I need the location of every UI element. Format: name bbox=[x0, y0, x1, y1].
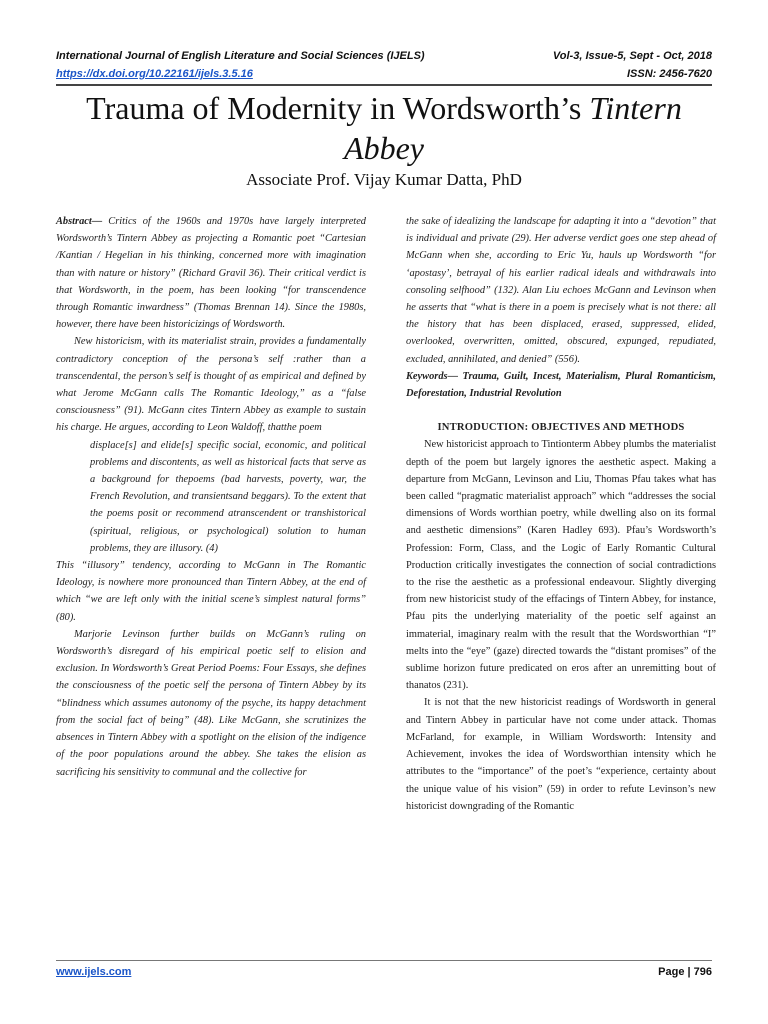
keywords-label: Keywords— bbox=[406, 370, 458, 382]
abstract bbox=[56, 213, 366, 333]
intro-para-2: It is not that the new historicist readings of Wordsworth in general and Tintern Abbey in particular have not come under attack. Thomas McFarland, for example, in William Wordsworth: Intensity and Achievement, invokes the idea of Wordsworthian intensity which he attributes to the “importance” of the poet’s “experience, certainty about the unique value of his vision” (59) in order to refute Levinson’s new historicist downgrading of the Romantic bbox=[406, 697, 716, 812]
intro-para-1: New historicist approach to Tintionterm Abbey plumbs the materialist depth of the poem but largely ignores the aesthetic aspect. Making a departure from McGann, Levinson and Liu, Thomas Pfau takes what has been called “pragmatic materialist approach” which “addresses the social dimensions of Words worthian poetry, while dwelling also on its formal and aesthetic dimensions” (Karen Hadley 693). Pfau’s Wordsworth’s Profession: Form, Class, and the Logic of Early Romantic Cultural Production critically investigates the connection of social contradictions to the rise the aesthetic as a professional endeavour. Slightly diverging from new historicist study of the effacings of Tintern Abbey, for instance, Pfau pits the underlying materiality of the poetic self against an immaterial, imaginary realm with the result that the Wordsworthian “I” melts into the “eye” (gaze) directed towards the “distant promises” of the sublime horizon future predicated on eros after an unremitting bout of thanatos (231). bbox=[406, 439, 716, 692]
doi-link[interactable]: https://dx.doi.org/10.22161/ijels.3.5.16 bbox=[56, 68, 253, 80]
keywords bbox=[406, 368, 716, 402]
abstract-para-4: Marjorie Levinson further builds on McGann’s ruling on Wordsworth’s disregard of his empirical poetic self to elision and exclusion. In Wordsworth’s Great Period Poems: Four Essays, she defines the consciousness of the poetic self the persona of Tintern Abbey by its “blindness which assumes autonomy of the psyche, its happy detachment from the social fact of being” (48). Like McGann, she scrutinizes the absences in Tintern Abbey with a spotlight on the elision of the indigence of the poor populations around the abbey. She takes the elision as sacrificing his sensitivity to communal and the collective for bbox=[56, 628, 366, 778]
abstract-para-2: New historicism, with its materialist strain, provides a fundamentally contradictory conception of the persona’s self :rather than a transcendental, the person’s self is thought of as empirical and defined by what Jerome McGann calls The Romantic Ideology,” as a “false consciousness” (91). McGann cites Tintern Abbey as example to sustain his charge. He argues, according to Leon Waldoff, thatthe poem bbox=[56, 336, 366, 434]
page-number: Page | 796 bbox=[658, 966, 712, 978]
left-column bbox=[56, 213, 366, 781]
journal-name: International Journal of English Literature and Social Sciences (IJELS) bbox=[56, 50, 425, 62]
block-quote: displace[s] and elide[s] specific social, economic, and political problems and discontents, as well as historical facts that serve as a background for thepoems (bad harvests, poverty, war, the French Revolution, and transientsand beggars). To the extent that the poems posit or recommend atranscendent or transhistorical (spiritual, religious, or psychological) solution to human problems, they are illusory. (4) bbox=[90, 439, 366, 554]
journal-website-link[interactable]: www.ijels.com bbox=[56, 966, 132, 978]
title-italic: Tintern bbox=[589, 90, 682, 126]
abstract-para-3: This “illusory” tendency, according to McGann in The Romantic Ideology, is nowhere more pronounced than Tintern Abbey, at the end of which “we are left only with the initial scene’s simplest natural forms” (80). bbox=[56, 560, 366, 623]
title-line-1 bbox=[56, 88, 712, 128]
footer-divider bbox=[56, 960, 712, 961]
header-divider bbox=[56, 84, 712, 86]
abstract-label: Abstract— bbox=[56, 216, 103, 227]
keywords-text: Trauma, Guilt, Incest, Materialism, Plural Romanticism, Deforestation, Industrial Revolution bbox=[406, 370, 716, 400]
abstract-continued: the sake of idealizing the landscape for adapting it into a “devotion” that is individual and private (29). Her adverse verdict goes one step ahead of McGann when she, according to Eric Yu, hauls up Wordsworth “for ‘apostasy’, betrayal of his earlier radical ideals and withdrawals into consoling selfhood” (132). Alan Liu echoes McGann and Levinson when he asserts that “what is there in a poem is precisely what is not there: all the history that has been displaced, erased, suppressed, elided, overlooked, overwritten, omitted, obscured, expunged, repudiated, excluded, annihilated, and denied” (556). bbox=[406, 216, 716, 365]
abstract-text: Critics of the 1960s and 1970s have largely interpreted Wordsworth’s Tintern Abbey as projecting a Romantic poet “Cartesian /Kantian / Hegelian in his thinking, concerned more with imagination than with nature or history” (Richard Gravil 36). Their critical verdict is that Wordsworth, in the poem, has been looking “for transcendence through Romantic inwardness” (Thomas Brennan 14). Since the 1980s, however, there have been historicizings of Wordsworth. bbox=[56, 216, 366, 331]
volume-issue: Vol-3, Issue-5, Sept - Oct, 2018 bbox=[552, 50, 712, 62]
paper-title bbox=[56, 88, 712, 168]
right-column bbox=[406, 213, 716, 815]
issn: ISSN: 2456-7620 bbox=[627, 68, 712, 80]
author-line: Associate Prof. Vijay Kumar Datta, PhD bbox=[246, 170, 522, 189]
title-line-2: Abbey bbox=[344, 130, 424, 166]
section-heading: INTRODUCTION: OBJECTIVES AND METHODS bbox=[437, 422, 685, 434]
title-main: Trauma of Modernity in Wordsworth’s bbox=[86, 90, 590, 126]
